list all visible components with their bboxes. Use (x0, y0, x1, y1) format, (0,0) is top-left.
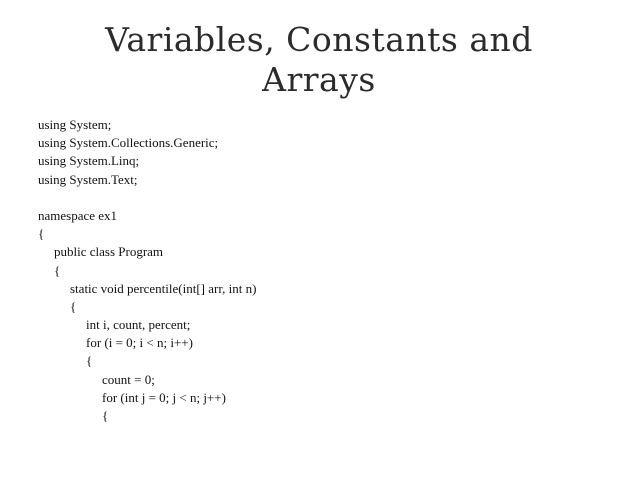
code-line: using System.Collections.Generic; (38, 135, 219, 151)
code-line: { (102, 408, 109, 423)
code-line: { (86, 353, 93, 369)
code-line: namespace ex1 (38, 207, 118, 223)
code-line: using System.Text; (38, 171, 138, 187)
slide-title-line-2: Arrays (262, 60, 376, 99)
slide-title (40, 20, 598, 100)
code-line: { (70, 298, 77, 314)
code-line: int i, count, percent; (86, 317, 191, 333)
code-line: public class Program (54, 244, 164, 260)
code-line: for (i = 0; i < n; i++) (86, 335, 193, 351)
code-line: using System; (38, 117, 112, 132)
code-line: { (38, 226, 45, 242)
code-line: for (int j = 0; j < n; j++) (102, 389, 226, 405)
code-block (38, 116, 598, 425)
code-line (38, 189, 598, 207)
code-line: count = 0; (102, 371, 155, 387)
code-line: using System.Linq; (38, 153, 140, 169)
code-line: static void percentile(int[] arr, int n) (70, 280, 257, 296)
slide-title-line-1: Variables, Constants and (105, 20, 533, 59)
code-line: { (54, 262, 61, 278)
